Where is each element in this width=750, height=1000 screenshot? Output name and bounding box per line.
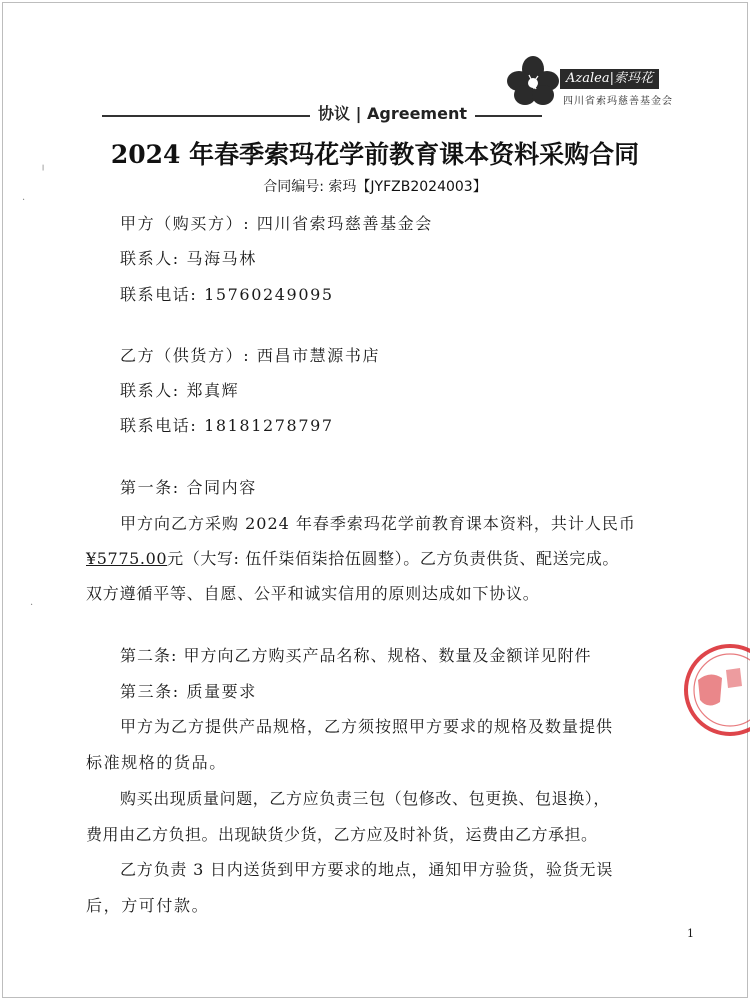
article-2-text: 第二条: 甲方向乙方购买产品名称、规格、数量及金额详见附件 (120, 646, 592, 665)
party-b-name: 乙方（供货方）: 西昌市慧源书店 (120, 346, 381, 365)
article-3-para-1-line-1: 甲方为乙方提供产品规格，乙方须按照甲方要求的规格及数量提供 (120, 717, 614, 736)
scan-mark: ╷ (40, 160, 47, 171)
contract-title: 2024 年春季索玛花学前教育课本资料采购合同 (110, 140, 640, 169)
page-number: 1 (687, 927, 694, 940)
article-1-line-1: 甲方向乙方采购 2024 年春季索玛花学前教育课本资料，共计人民币 (120, 514, 636, 533)
party-a-phone: 联系电话: 15760249095 (120, 285, 334, 304)
article-3-para-3-line-1: 乙方负责 3 日内送货到甲方要求的地点，通知甲方验货，验货无误 (120, 860, 614, 879)
article-1-line-2 (86, 546, 619, 569)
contract-amount: ¥5775.00 (86, 549, 168, 568)
agreement-label: 协议 | Agreement (310, 101, 475, 124)
article-3-para-2-line-1: 购买出现质量问题，乙方应负责三包（包修改、包更换、包退换）， (120, 789, 611, 808)
article-1-line-3: 双方遵循平等、自愿、公平和诚实信用的原则达成如下协议。 (86, 584, 540, 603)
scan-mark: · (22, 195, 26, 206)
amount-description: 元（大写: 伍仟柒佰柒拾伍圆整）。乙方负责供货、配送完成。 (167, 549, 620, 568)
party-a-contact: 联系人: 马海马林 (120, 249, 257, 268)
azalea-flower-icon (505, 55, 561, 111)
article-3-para-1-line-2: 标准规格的货品。 (86, 753, 227, 772)
article-3-heading: 第三条: 质量要求 (120, 682, 257, 701)
article-3-para-3-line-2: 后，方可付款。 (86, 896, 210, 915)
scan-mark: · (30, 600, 34, 611)
logo-org-text: 四川省索玛慈善基金会 (563, 96, 673, 107)
party-b-contact: 联系人: 郑真辉 (120, 381, 240, 400)
logo-brand-text: Azalea|索玛花 (560, 69, 659, 89)
article-1-heading: 第一条: 合同内容 (120, 478, 257, 497)
azalea-logo (505, 55, 695, 115)
party-b-phone: 联系电话: 18181278797 (120, 416, 334, 435)
contract-number: 合同编号: 索玛【JYFZB2024003】 (263, 179, 487, 195)
article-3-para-2-line-2: 费用由乙方负担。出现缺货少货，乙方应及时补货，运费由乙方承担。 (86, 825, 598, 844)
party-a-name: 甲方（购买方）: 四川省索玛慈善基金会 (120, 214, 433, 233)
official-seal-stamp (680, 640, 750, 740)
